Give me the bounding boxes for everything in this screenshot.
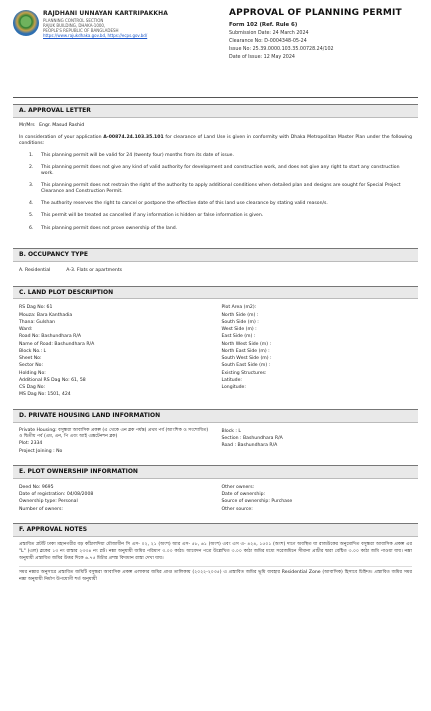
intro-pre: In consideration of your application: [19, 134, 104, 140]
org-line: PEOPLE'S REPUBLIC OF BANGLADESH: [43, 28, 119, 34]
clearance-number: Clearance No: D-0004348-05-24: [229, 38, 307, 44]
land-plot-left-column: [19, 304, 210, 398]
permit-meta: [213, 6, 402, 97]
approval-letter-body: [13, 118, 418, 242]
condition-number: 4.: [29, 201, 34, 207]
condition-text: This planning permit will be valid for 24 (twenty four) months from its date of issue.: [41, 153, 234, 159]
field-north-side: North Side (m) :: [221, 312, 259, 318]
field-longitude: Longitude:: [221, 385, 246, 391]
field-sector-no: Sector No:: [19, 363, 44, 369]
condition-item: [29, 165, 412, 177]
approval-note-paragraph: সমর নক্সার অনুসারে প্রস্তাবিত জমিটি বসুন্ধরা আবাসিক প্রকল্প এলাকার জমির প্রাপ্ত তালিকায় (২০২২-২০৩৫) এ প্রস্তাবিত জমির ভূমি ব্যবহার Residential Zone (আবাসিক) হিসাবে চিহ্নিত। প্রস্তাবিত জমির সমর নক্সা অনুযায়ী নির্মাণ উপযোগী শর্ত অনুযায়ী: [19, 570, 412, 583]
field-block: Block : L: [221, 428, 241, 434]
private-housing-left-column: [19, 428, 210, 455]
field-sheet-no: Sheet No:: [19, 356, 42, 362]
field-date-of-ownership: Date of ownership:: [221, 492, 266, 498]
field-latitude: Latitude:: [221, 377, 242, 383]
field-registration-date: Date of registration: 04/08/2008: [19, 492, 94, 498]
land-plot-right-column: [210, 304, 413, 398]
field-west-side: West Side (m) :: [221, 327, 257, 333]
section-heading-private-housing: D. PRIVATE HOUSING LAND INFORMATION: [13, 409, 418, 423]
section-heading-approval-notes: F. APPROVAL NOTES: [13, 523, 418, 537]
condition-item: [29, 213, 412, 219]
field-section: Section : Bashundhara R/A: [221, 435, 283, 441]
field-plot: Plot: 2334: [19, 441, 43, 447]
field-block-no: Block No.: L: [19, 348, 47, 354]
field-road-name: Name of Road: Bashundhara R/A: [19, 341, 95, 347]
application-number: A-00874.24.103.35.101: [103, 134, 164, 140]
field-deed-no: Deed No: 9695: [19, 484, 54, 490]
rajuk-seal-icon: [13, 10, 39, 36]
org-info: [43, 10, 168, 97]
condition-item: [29, 201, 412, 207]
applicant-name: Engr. Masud Rashid: [39, 122, 85, 128]
org-url-link[interactable]: https://www.rajukdhaka.gov.bd, https://ecps.gov.bd/: [43, 33, 148, 39]
document-title: APPROVAL OF PLANNING PERMIT: [229, 8, 402, 18]
intro-paragraph: [19, 135, 412, 147]
field-cs-dag: CS Dag No:: [19, 385, 46, 391]
org-line: RAJUK BUILDING, DHAKA-1000,: [43, 22, 106, 28]
field-road-no: Road No: Bashundhara R/A: [19, 334, 82, 340]
occupancy-row: [19, 267, 412, 276]
field-road: Road : Bashundhara R/A: [221, 443, 278, 449]
field-private-housing: Private Housing: বসুন্ধরা আবাসিক প্রকল্প (এ থেকে এন ব্লক পর্যন্ত) প্রথম পর্ব (আংশিক ও সংশোধিত) ও দ্বিতীয় পর্ব (এম, এন, পি এবং আই এক্সটেনশন ব্লক): [19, 427, 209, 440]
form-number: Form 102 (Ref. Rule 6): [229, 21, 298, 28]
private-housing-body: [13, 423, 418, 459]
org-block: [13, 6, 213, 97]
section-heading-land-plot: C. LAND PLOT DESCRIPTION: [13, 286, 418, 300]
section-heading-occupancy-type: B. OCCUPANCY TYPE: [13, 248, 418, 262]
salutation-line: [19, 123, 412, 129]
field-east-side: East Side (m) :: [221, 334, 256, 340]
condition-number: 5.: [29, 213, 34, 219]
section-heading-approval-letter: A. APPROVAL LETTER: [13, 104, 418, 118]
document-header: [13, 6, 418, 98]
occupancy-body: [13, 262, 418, 280]
field-mouza: Mouza: Bara Kanthadia: [19, 312, 73, 318]
field-south-east-side: South East Side (m) :: [221, 363, 271, 369]
approval-note-paragraph: প্রস্তাবিত প্লটটি ঢাকা মহানগরীর বড় কাঁঠালদিয়া মৌজাধীন সি এস- ০২, ২১ (অংশ) আর এস- ৫৮, ৬১ (অংশ) এবং এস এ- ৪২৪, ১৫০১ (অংশ) দাগে অবস্থিত যা রাজউকের অনুমোদিত বসুন্ধরা আবাসিক প্রকল্প এর "L" (এল) ব্লকের ১৩ নং রাস্তার ২৩৩৪ নং প্লট। নক্সা অনুযায়ী জমির পরিমাণ ৩.০০ কাঠা। আবেদন পত্রে উল্লেখিত ৩.০০ কাঠা জমির মধ্যে সরেজমিনে সীমানা প্রাচীর দ্বারা বেষ্টিত ৩.০০ কাঠা জমি পাওয়া যায়। নক্সা অনুযায়ী প্রস্তাবিত জমির উত্তর দিকে ৬.৭৫ মিটার প্রশস্ত বিদ্যমান রাস্তা দেখা যায়।: [19, 541, 412, 561]
ownership-body: [13, 479, 418, 517]
field-plot-area: Plot Area (m2):: [221, 305, 257, 311]
salutation: Mr/Mrs: [19, 122, 35, 128]
conditions-list: [19, 153, 412, 232]
ownership-left-column: [19, 484, 210, 513]
org-line: PLANNING CONTROL SECTION: [43, 17, 104, 23]
occupancy-type: A. Residential: [19, 267, 51, 273]
issue-number: Issue No: 25.39.0000.103.35.00728.24/102: [229, 46, 334, 52]
approval-notes-body: [13, 537, 418, 592]
land-plot-body: [13, 299, 418, 402]
field-existing-structures: Existing Structures:: [221, 370, 267, 376]
field-south-side: South Side (m) :: [221, 319, 259, 325]
field-other-owners: Other owners:: [221, 484, 255, 490]
field-thana: Thana: Gulshan: [19, 319, 56, 325]
condition-text: This permit will be treated as cancelled if any information is hidden or false information is given.: [41, 213, 264, 219]
field-south-west-side: South West Side (m) :: [221, 356, 272, 362]
field-project-joining: Project Joining : No: [19, 448, 63, 454]
field-source-of-ownership: Source of ownership: Purchase: [221, 499, 293, 505]
condition-text: This planning permit does not prove ownership of the land.: [41, 225, 178, 231]
section-heading-plot-ownership: E. PLOT OWNERSHIP INFORMATION: [13, 465, 418, 479]
org-name: RAJDHANI UNNAYAN KARTRIPAKKHA: [43, 10, 168, 17]
divider: [19, 566, 412, 567]
condition-number: 6.: [29, 225, 34, 231]
condition-item: [29, 226, 412, 232]
field-number-of-owners: Number of owners:: [19, 506, 63, 512]
field-holding-no: Holding No:: [19, 370, 46, 376]
condition-text: This planning permit does not give any kind of valid authority for development and construction work, and does not give any right to start any construction work.: [41, 165, 400, 177]
field-ms-dag: MS Dag No: 1501, 424: [19, 392, 71, 398]
condition-text: The authority reserves the right to cancel or postpone the effective date of this land use clearance by stating valid reason/s.: [41, 201, 328, 207]
ownership-right-column: [210, 484, 413, 513]
field-other-source: Other source:: [221, 506, 253, 512]
submission-date: Submission Date: 24 March 2024: [229, 31, 309, 36]
condition-item: [29, 153, 412, 159]
condition-text: This planning permit does not restrain the right of the authority to apply additional conditions when detailed plan and designs are sought for Special Project Clearance and Construction Permit.: [41, 183, 401, 195]
condition-number: 2.: [29, 165, 34, 171]
intro-post: for clearance of Land Use is given in conformity with Dhaka Metropolitan Master Plan under the following conditions:: [19, 134, 412, 147]
private-housing-right-column: [210, 428, 413, 455]
field-ownership-type: Ownership type: Personal: [19, 499, 78, 505]
field-rs-dag: RS Dag No: 61: [19, 305, 53, 311]
condition-item: [29, 183, 412, 195]
field-ward: Ward:: [19, 327, 33, 333]
field-north-east-side: North East Side (m) :: [221, 348, 270, 354]
field-north-west-side: North West Side (m) :: [221, 341, 272, 347]
condition-number: 1.: [29, 153, 34, 159]
condition-number: 3.: [29, 183, 34, 189]
field-additional-rs-dag: Additional RS Dag No: 61, 58: [19, 377, 86, 383]
occupancy-subtype: A-3. Flats or apartments: [66, 267, 123, 273]
issue-date: Date of Issue: 12 May 2024: [229, 54, 295, 60]
